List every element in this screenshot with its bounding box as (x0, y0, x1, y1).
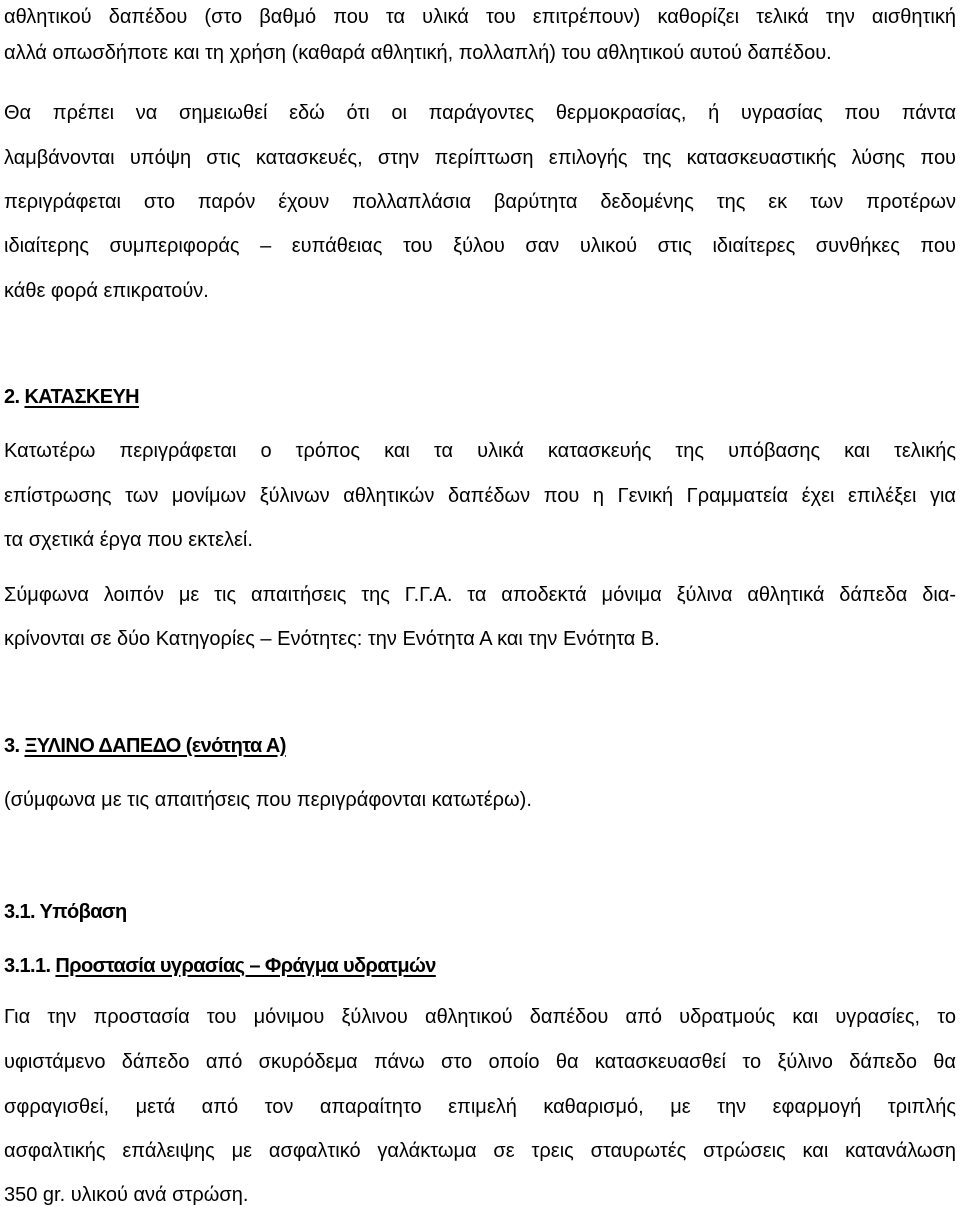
section3-number: 3. (4, 735, 20, 757)
section3-subtitle: (σύμφωνα με τις απαιτήσεις που περιγράφονται κατωτέρω). (4, 789, 532, 811)
paragraph1-line-4: ιδιαίτερης συμπεριφοράς – ευπάθειας του ξύλου σαν υλικού στις ιδιαίτερες συνθήκες που (4, 235, 956, 257)
section2-p1-line-1: Κατωτέρω περιγράφεται ο τρόπος και τα υλικά κατασκευής της υπόβασης και τελικής (4, 440, 956, 462)
section311-line-5: 350 gr. υλικού ανά στρώση. (4, 1184, 249, 1206)
section2-p1-line-2: επίστρωσης των μονίμων ξύλινων αθλητικών δαπέδων που η Γενική Γραμματεία έχει επιλέξει για (4, 485, 956, 507)
section311-line-4: ασφαλτικής επάλειψης με ασφαλτικό γαλάκτωμα σε τρεις σταυρωτές στρώσεις και κατανάλωση (4, 1140, 956, 1162)
paragraph1-line-1: Θα πρέπει να σημειωθεί εδώ ότι οι παράγοντες θερμοκρασίας, ή υγρασίας που πάντα (4, 102, 956, 124)
section2-p1-line-3: τα σχετικά έργα που εκτελεί. (4, 529, 253, 551)
section2-p2-line-2: κρίνονται σε δύο Κατηγορίες – Ενότητες: την Ενότητα Α και την Ενότητα Β. (4, 628, 660, 650)
section311-number: 3.1.1. (4, 955, 51, 977)
paragraph1-line-3: περιγράφεται στο παρόν έχουν πολλαπλάσια βαρύτητα δεδομένης της εκ των προτέρων (4, 191, 956, 213)
paragraph1-line-5: κάθε φορά επικρατούν. (4, 280, 209, 302)
intro-line-2: αλλά οπωσδήποτε και τη χρήση (καθαρά αθλητική, πολλαπλή) του αθλητικού αυτού δαπέδου. (4, 42, 832, 64)
section311-heading (4, 954, 956, 978)
section2-p2-line-1: Σύμφωνα λοιπόν με τις απαιτήσεις της Γ.Γ.Α. τα αποδεκτά μόνιμα ξύλινα αθλητικά δάπεδα δια- (4, 584, 956, 606)
section2-number: 2. (4, 386, 20, 408)
intro-line-1: αθλητικού δαπέδου (στο βαθμό που τα υλικά του επιτρέπουν) καθορίζει τελικά την αισθητική (4, 6, 956, 28)
section2-heading (4, 385, 956, 409)
section31-heading: 3.1. Υπόβαση (4, 901, 127, 923)
section311-line-1: Για την προστασία του μόνιμου ξύλινου αθλητικού δαπέδου από υδρατμούς και υγρασίες, το (4, 1006, 956, 1028)
section311-line-2: υφιστάμενο δάπεδο από σκυρόδεμα πάνω στο οποίο θα κατασκευασθεί το ξύλινο δάπεδο θα (4, 1051, 956, 1073)
section3-heading (4, 734, 956, 758)
section2-title: ΚΑΤΑΣΚΕΥΗ (24, 386, 140, 408)
paragraph1-line-2: λαμβάνονται υπόψη στις κατασκευές, στην περίπτωση επιλογής της κατασκευαστικής λύσης που (4, 147, 956, 169)
section3-title: ΞΥΛΙΝΟ ΔΑΠΕΔΟ (ενότητα Α) (24, 735, 286, 757)
section311-title: Προστασία υγρασίας – Φράγμα υδρατμών (55, 955, 436, 977)
section311-line-3: σφραγισθεί, μετά από τον απαραίτητο επιμελή καθαρισμό, με την εφαρμογή τριπλής (4, 1096, 956, 1118)
